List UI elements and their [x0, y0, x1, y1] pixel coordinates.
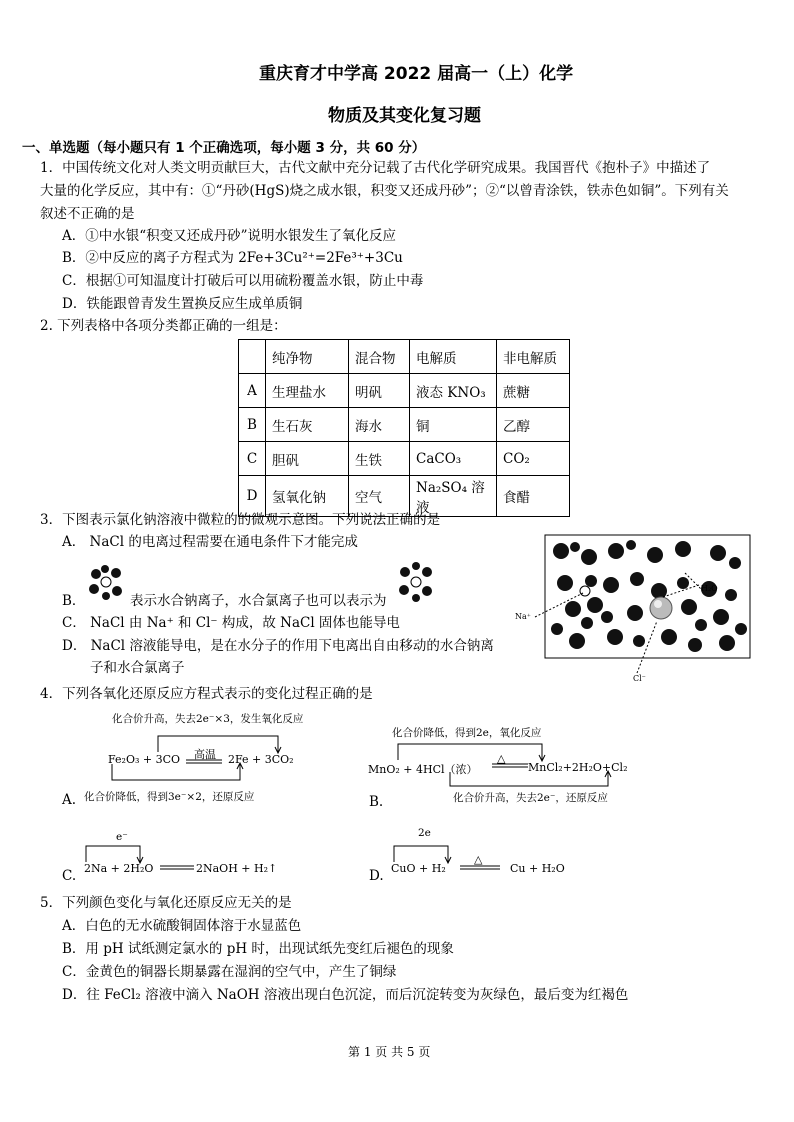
q4a-arrows [100, 722, 300, 792]
table-cell: 明矾 [349, 374, 410, 408]
hydrated-ion-icon-alt [394, 560, 438, 604]
q4c-top-note: e⁻ [116, 831, 128, 843]
q4b-arrows [390, 736, 630, 796]
q1-stem-line2: 大量的化学反应，其中有：①“丹砂(HgS)烧之成水银，积变又还成丹砂”；②“以曾青涂铁，铁赤色如铜”。下列有关 [40, 183, 729, 199]
q1-stem-line3: 叙述不正确的是 [40, 206, 135, 222]
table-row [239, 408, 570, 442]
q4c-right: 2NaOH + H₂↑ [196, 862, 278, 875]
table-cell: 氢氧化钠 [266, 476, 349, 517]
q5-option-d: D．往 FeCl₂ 溶液中滴入 NaOH 溶液出现白色沉淀，而后沉淀转变为灰绿色，最后变为红褐色 [62, 987, 629, 1003]
table-cell: CO₂ [497, 442, 570, 476]
q4b-bottom-note: 化合价升高，失去2e⁻，还原反应 [453, 792, 608, 804]
q4b-right: MnCl₂+2H₂O+Cl₂ [528, 761, 628, 774]
table-cell: C [239, 442, 266, 476]
page-subtitle: 物质及其变化复习题 [328, 106, 481, 126]
q1-option-c: C．根据①可知温度计打破后可以用硫粉覆盖水银，防止中毒 [62, 273, 424, 289]
table-cell: 蔗糖 [497, 374, 570, 408]
table-header-cell: 混合物 [349, 340, 410, 374]
q5-option-b: B．用 pH 试纸测定氯水的 pH 时，出现试纸先变红后褪色的现象 [62, 941, 454, 957]
table-cell: D [239, 476, 266, 517]
q4c-left: 2Na + 2H₂O [84, 862, 154, 875]
label-cl: Cl⁻ [633, 674, 646, 683]
q4a-top-note: 化合价升高，失去2e⁻×3，发生氧化反应 [112, 713, 304, 725]
q4b-label: B. [369, 794, 384, 810]
hydrated-ion-icon [84, 562, 128, 602]
table-cell: 海水 [349, 408, 410, 442]
nacl-solution-diagram [513, 533, 753, 683]
table-cell: 胆矾 [266, 442, 349, 476]
q3-option-a: A． NaCl 的电离过程需要在通电条件下才能完成 [62, 534, 358, 550]
q3-stem: 3．下图表示氯化钠溶液中微粒的的微观示意图。下列说法正确的是 [40, 512, 441, 528]
q4a-right: 2Fe + 3CO₂ [228, 753, 294, 766]
q4d-label: D. [369, 868, 384, 884]
q4d-condition: △ [474, 853, 483, 866]
page-title: 重庆育才中学高 2022 届高一（上）化学 [259, 64, 574, 84]
q4a-bottom-note: 化合价降低，得到3e⁻×2，还原反应 [84, 791, 255, 803]
q5-stem: 5．下列颜色变化与氧化还原反应无关的是 [40, 895, 292, 911]
table-cell: 食醋 [497, 476, 570, 517]
classification-table [238, 339, 570, 517]
table-cell: CaCO₃ [410, 442, 497, 476]
q4d-arrows [388, 838, 508, 878]
table-header-cell [239, 340, 266, 374]
q3-option-b-prefix: B． [62, 593, 86, 609]
q1-stem-line1: 1．中国传统文化对人类文明贡献巨大，古代文献中充分记载了古代化学研究成果。我国晋代《抱朴子》中描述了 [40, 160, 711, 176]
table-row [239, 374, 570, 408]
table-row [239, 442, 570, 476]
table-cell: 乙醇 [497, 408, 570, 442]
table-cell: Na₂SO₄ 溶液 [410, 476, 497, 517]
q3-option-d-line2: 子和水合氯离子 [90, 660, 185, 676]
table-cell: B [239, 408, 266, 442]
q5-option-a: A．白色的无水硫酸铜固体溶于水显蓝色 [62, 918, 302, 934]
q4b-condition: △ [497, 752, 506, 765]
q4c-label: C. [62, 868, 77, 884]
q1-option-d: D．铁能跟曾青发生置换反应生成单质铜 [62, 296, 303, 312]
q4a-label: A. [62, 792, 77, 808]
table-cell: 生石灰 [266, 408, 349, 442]
page-number: 第 1 页 共 5 页 [348, 1045, 431, 1059]
q5-option-c: C．金黄色的铜器长期暴露在湿润的空气中，产生了铜绿 [62, 964, 397, 980]
q4-stem: 4．下列各氧化还原反应方程式表示的变化过程正确的是 [40, 686, 373, 702]
label-na: Na⁺ [515, 612, 531, 621]
q4d-top-note: 2e [418, 827, 431, 839]
label-h2o: H₂O [701, 584, 718, 593]
q4d-left: CuO + H₂ [391, 862, 446, 875]
table-cell: 生铁 [349, 442, 410, 476]
table-header-cell: 非电解质 [497, 340, 570, 374]
q1-option-a: A．①中水银“积变又还成丹砂”说明水银发生了氧化反应 [62, 228, 397, 244]
table-cell: 空气 [349, 476, 410, 517]
q4b-top-note: 化合价降低，得到2e，氧化反应 [392, 727, 542, 739]
table-header-cell: 纯净物 [266, 340, 349, 374]
q2-stem: 2. 下列表格中各项分类都正确的一组是： [40, 318, 287, 334]
q3-option-d-line1: D． NaCl 溶液能导电，是在水分子的作用下电离出自由移动的水合钠离 [62, 638, 494, 654]
table-cell: A [239, 374, 266, 408]
q3-option-b-text: 表示水合钠离子，水合氯离子也可以表示为 [130, 593, 387, 609]
q4c-arrows [80, 838, 200, 878]
section-heading: 一、单选题（每小题只有 1 个正确选项，每小题 3 分，共 60 分） [22, 140, 426, 156]
q4d-right: Cu + H₂O [510, 862, 565, 875]
q4a-left: Fe₂O₃ + 3CO [108, 753, 181, 766]
q1-option-b: B．②中反应的离子方程式为 2Fe+3Cu²⁺=2Fe³⁺+3Cu [62, 250, 403, 266]
table-header-row [239, 340, 570, 374]
q3-option-c: C． NaCl 由 Na⁺ 和 Cl⁻ 构成，故 NaCl 固体也能导电 [62, 615, 400, 631]
table-cell: 铜 [410, 408, 497, 442]
table-cell: 生理盐水 [266, 374, 349, 408]
table-header-cell: 电解质 [410, 340, 497, 374]
q4a-condition: 高温 [194, 748, 216, 761]
table-cell: 液态 KNO₃ [410, 374, 497, 408]
q4b-left: MnO₂ + 4HCl（浓） [368, 763, 478, 776]
